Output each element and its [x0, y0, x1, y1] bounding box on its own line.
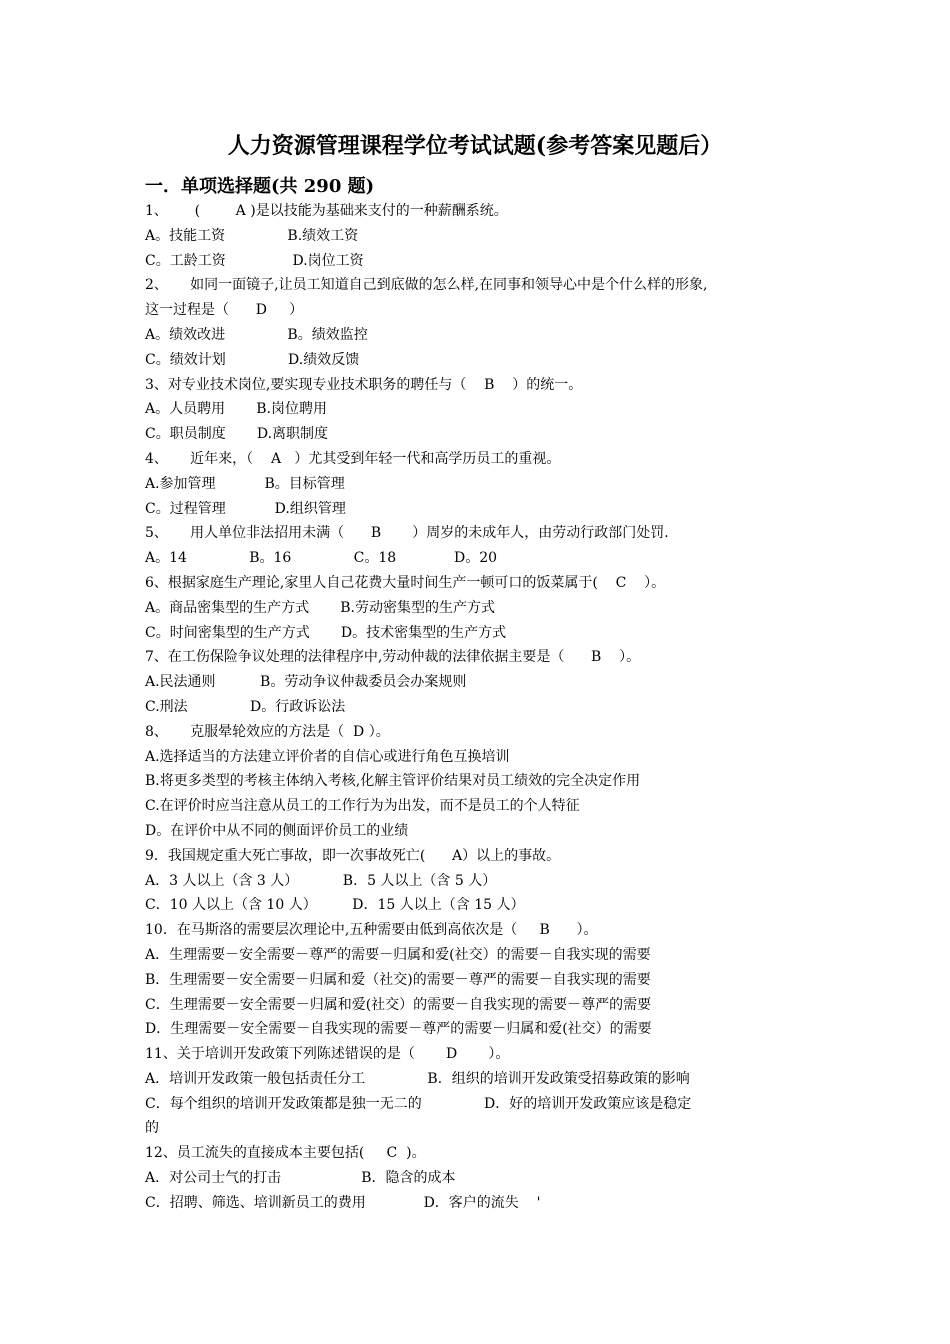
- text-line: D。在评价中从不同的侧面评价员工的业绩: [145, 822, 409, 839]
- text-line: C.在评价时应当注意从员工的工作行为为出发，而不是员工的个人特征: [145, 798, 580, 815]
- text-line: C.刑法 D。行政诉讼法: [145, 698, 346, 715]
- text-line: 10．在马斯洛的需要层次理论中,五种需要由低到高依次是（ B ）。: [145, 922, 598, 939]
- text-line: 3、对专业技术岗位,要实现专业技术职务的聘任与（ B ）的统一。: [145, 376, 583, 393]
- text-line: A.参加管理 B。目标管理: [145, 475, 345, 492]
- page-title: 人力资源管理课程学位考试试题(参考答案见题后）: [227, 133, 723, 159]
- text-line: 7、在工伤保险争议处理的法律程序中,劳动仲裁的法律依据主要是（ B ）。: [145, 649, 641, 666]
- text-line: C．每个组织的培训开发政策都是独一无二的 D．好的培训开发政策应该是稳定: [145, 1095, 692, 1112]
- text-line: C。绩效计划 D.绩效反馈: [145, 351, 360, 368]
- text-line: B．生理需要－安全需要－归属和爱（社交)的需要－尊严的需要－自我实现的需要: [145, 971, 651, 988]
- text-line: A。商品密集型的生产方式 B.劳动密集型的生产方式: [145, 599, 495, 616]
- section-heading: 一．单项选择题(共 290 题): [145, 176, 375, 197]
- text-line: 4、 近年来，（ A ）尤其受到年轻一代和高学历员工的重视。: [145, 450, 561, 467]
- text-line: C．生理需要－安全需要－归属和爱(社交）的需要－自我实现的需要－尊严的需要: [145, 996, 652, 1013]
- text-line: A。14 B。16 C。18 D。20: [145, 550, 498, 567]
- text-line: A．培训开发政策一般包括责任分工 B．组织的培训开发政策受招募政策的影响: [145, 1070, 690, 1087]
- text-line: 9．我国规定重大死亡事故，即一次事故死亡( A）以上的事故。: [145, 847, 561, 864]
- question-list: [145, 199, 805, 1216]
- text-line: 这一过程是（ D ）: [145, 302, 304, 319]
- text-line: A。技能工资 B.绩效工资: [145, 227, 359, 244]
- text-line: 的: [145, 1120, 159, 1137]
- text-line: B.将更多类型的考核主体纳入考核,化解主管评价结果对员工绩效的完全决定作用: [145, 773, 641, 790]
- text-line: 11、关于培训开发政策下列陈述错误的是（ D ）。: [145, 1046, 510, 1063]
- text-line: C。过程管理 D.组织管理: [145, 500, 346, 517]
- text-line: A.民法通则 B。劳动争议仲裁委员会办案规则: [145, 674, 467, 691]
- text-line: A.选择适当的方法建立评价者的自信心或进行角色互换培训: [145, 748, 510, 765]
- text-line: C。职员制度 D.离职制度: [145, 426, 329, 443]
- text-line: A。人员聘用 B.岗位聘用: [145, 401, 327, 418]
- text-line: 6、根据家庭生产理论,家里人自己花费大量时间生产一顿可口的饭菜属于( C ）。: [145, 574, 666, 591]
- text-line: A．对公司士气的打击 B．隐含的成本: [145, 1170, 456, 1187]
- text-line: C．10 人以上（含 10 人） D．15 人以上（含 15 人）: [145, 897, 525, 914]
- text-line: A．生理需要－安全需要－尊严的需要－归属和爱(社交）的需要－自我实现的需要: [145, 946, 651, 963]
- text-line: 2、 如同一面镜子,让员工知道自己到底做的怎么样,在同事和领导心中是个什么样的形象,: [145, 277, 708, 294]
- text-line: 8、 克服晕轮效应的方法是（ D ）。: [145, 723, 390, 740]
- text-line: A。绩效改进 B。绩效监控: [145, 326, 368, 343]
- text-line: 1、 ( A )是以技能为基础来支付的一种薪酬系统。: [145, 203, 508, 219]
- text-line: A．3 人以上（含 3 人） B．5 人以上（含 5 人）: [145, 872, 497, 889]
- text-line: D．生理需要－安全需要－自我实现的需要－尊严的需要－归属和爱(社交）的需要: [145, 1021, 652, 1038]
- text-line: C。工龄工资 D.岗位工资: [145, 252, 364, 269]
- text-line: 12、员工流失的直接成本主要包括( C )。: [145, 1145, 426, 1162]
- text-line: C。时间密集型的生产方式 D。技术密集型的生产方式: [145, 624, 507, 641]
- text-line: C．招聘、筛选、培训新员工的费用 D．客户的流失 ': [145, 1194, 541, 1211]
- text-line: 5、 用人单位非法招用未满（ B ）周岁的未成年人，由劳动行政部门处罚.: [145, 525, 669, 542]
